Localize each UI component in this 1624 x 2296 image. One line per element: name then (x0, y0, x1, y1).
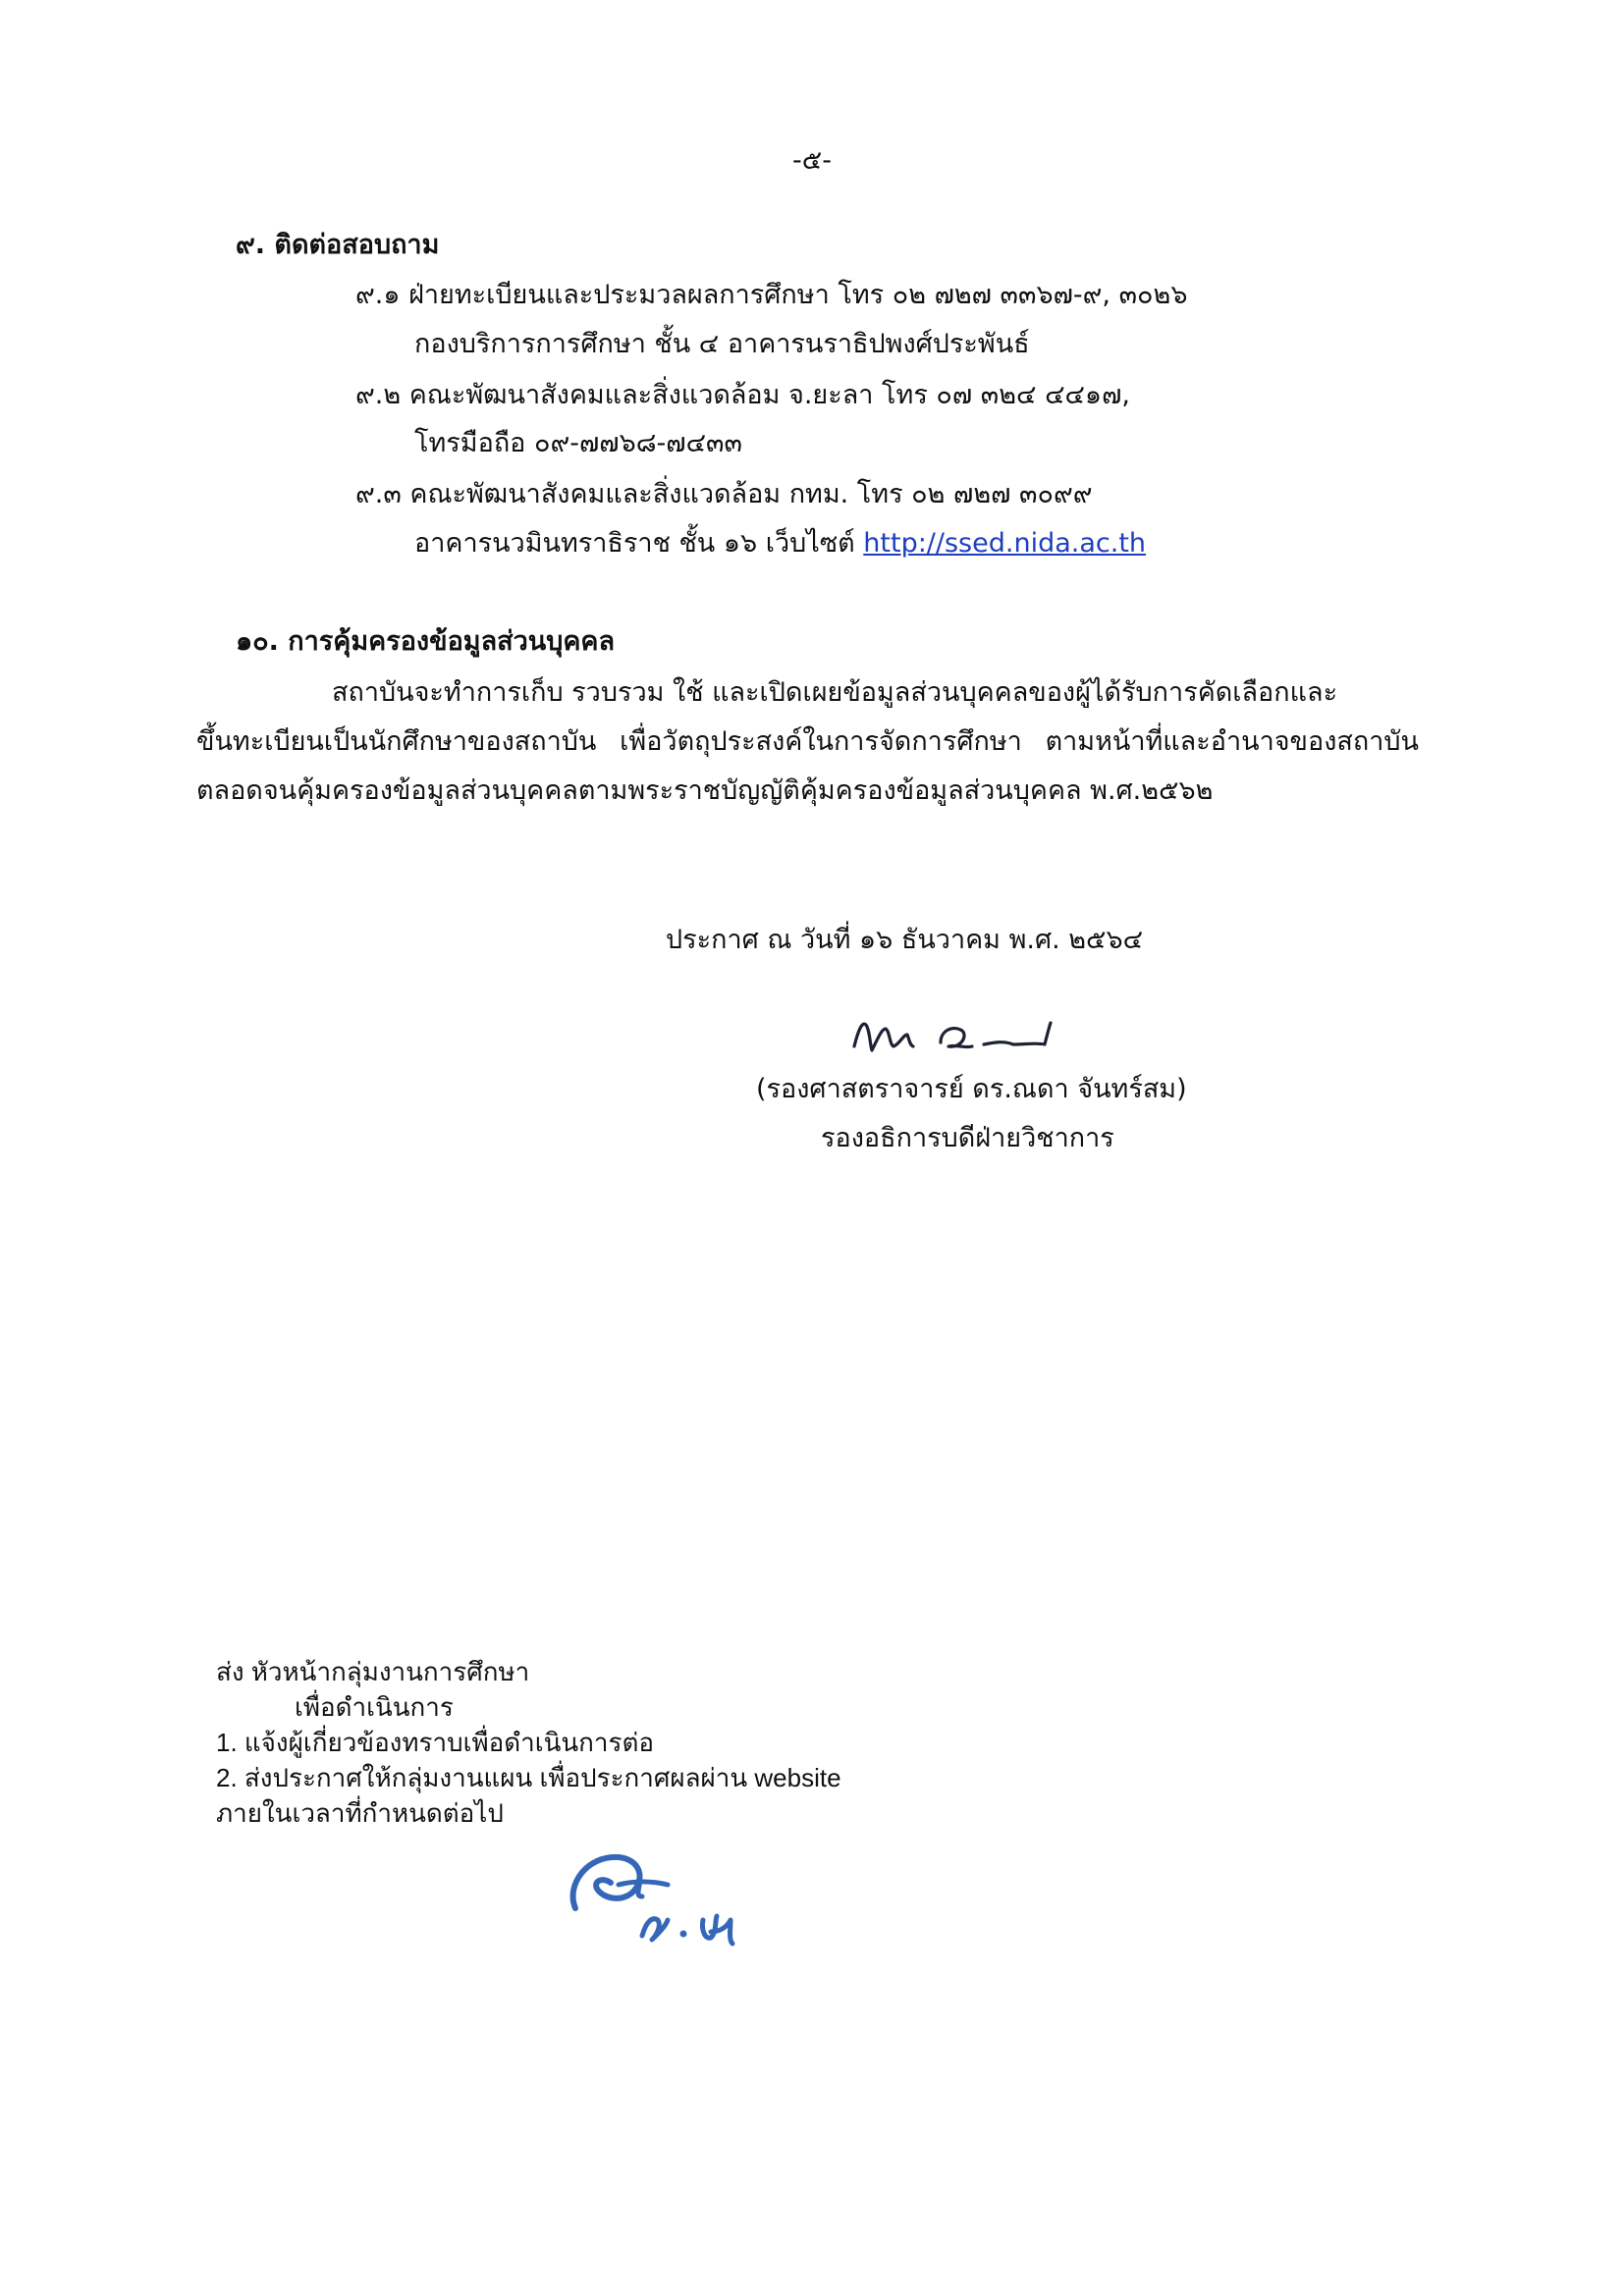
contact-item-9-2: ๙.๒ คณะพัฒนาสังคมและสิ่งแวดล้อม จ.ยะลา โทร ๐๗ ๓๒๔ ๔๔๑๗, (355, 380, 1130, 410)
website-link[interactable]: http://ssed.nida.ac.th (863, 528, 1147, 559)
memo-item-1: 1. แจ้งผู้เกี่ยวข้องทราบเพื่อดำเนินการต่อ (216, 1728, 654, 1757)
contact-item-9-3: ๙.๓ คณะพัฒนาสังคมและสิ่งแวดล้อม กทม. โทร ๐๒ ๗๒๗ ๓๐๙๙ (355, 479, 1093, 509)
announcement-date: ประกาศ ณ วันที่ ๑๖ ธันวาคม พ.ศ. ๒๕๖๔ (666, 925, 1144, 955)
section-10-heading: ๑๐. การคุ้มครองข้อมูลส่วนบุคคล (236, 626, 616, 657)
contact-item-9-3-location (414, 530, 1146, 557)
contact-item-9-2-mobile: โทรมือถือ ๐๙-๗๗๖๘-๗๔๓๓ (414, 428, 742, 458)
pdpa-paragraph-line-3: ตลอดจนคุ้มครองข้อมูลส่วนบุคคลตามพระราชบัญญัติคุ้มครองข้อมูลส่วนบุคคล พ.ศ.๒๕๖๒ (196, 775, 1214, 806)
contact-item-9-1: ๙.๑ ฝ่ายทะเบียนและประมวลผลการศึกษา โทร ๐๒ ๗๒๗ ๓๓๖๗-๙, ๓๐๒๖ (355, 280, 1188, 310)
signer-name: (รองศาสตราจารย์ ดร.ณดา จันทร์สม) (756, 1074, 1187, 1104)
memo-item-2-continued: ภายในเวลาที่กำหนดต่อไป (216, 1798, 504, 1828)
signature-vice-president (846, 1005, 1102, 1070)
pdpa-paragraph-line-1: สถาบันจะทำการเก็บ รวบรวม ใช้ และเปิดเผยข้อมูลส่วนบุคคลของผู้ได้รับการคัดเลือกและ (332, 677, 1338, 708)
pdpa-paragraph-line-2: ขึ้นทะเบียนเป็นนักศึกษาของสถาบัน เพื่อวัตถุประสงค์ในการจัดการศึกษา ตามหน้าที่และอำนาจของสถาบัน (196, 726, 1419, 757)
page-number: -๕- (792, 145, 832, 176)
contact-item-9-1-location: กองบริการการศึกษา ชั้น ๔ อาคารนราธิปพงศ์ประพันธ์ (414, 329, 1030, 359)
handwritten-initials-signature (558, 1838, 774, 1955)
section-9-heading: ๙. ติดต่อสอบถาม (236, 230, 440, 260)
signer-title: รองอธิการบดีฝ่ายวิชาการ (821, 1123, 1114, 1153)
memo-item-2: 2. ส่งประกาศให้กลุ่มงานแผน เพื่อประกาศผลผ่าน website (216, 1763, 841, 1792)
contact-item-9-3-location-text: อาคารนวมินทราธิราช ชั้น ๑๖ เว็บไซต์ (414, 528, 855, 559)
memo-recipient: ส่ง หัวหน้ากลุ่มงานการศึกษา (216, 1657, 530, 1686)
memo-purpose: เพื่อดำเนินการ (295, 1692, 454, 1722)
